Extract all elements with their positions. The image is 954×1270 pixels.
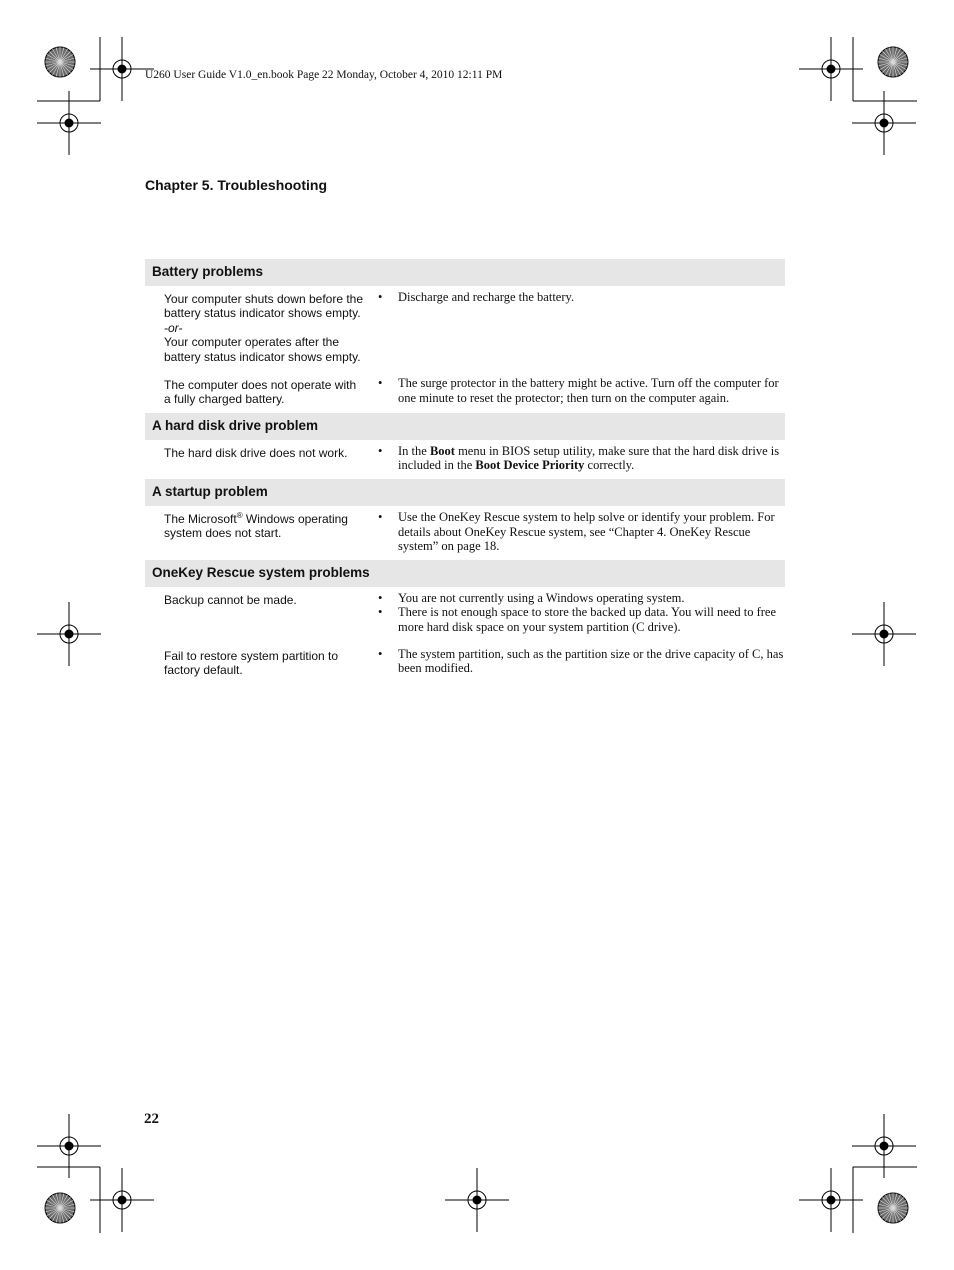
problem-text: Fail to restore system partition to factory default. <box>164 648 339 677</box>
registration-dot <box>118 1196 126 1204</box>
registration-dot <box>880 119 888 127</box>
solution-cell <box>364 591 785 635</box>
registration-dot <box>118 65 126 73</box>
troubleshooting-table <box>145 259 785 683</box>
section-battery-problems <box>145 259 785 407</box>
registration-dot <box>827 1196 835 1204</box>
solution-text-part: In the <box>398 443 430 458</box>
solution-text: The surge protector in the battery might be active. Turn off the computer for one minute to reset the protector; then turn on the computer again. <box>398 376 779 405</box>
page-number: 22 <box>144 1111 159 1127</box>
solution-cell <box>364 290 785 364</box>
problem-text: Backup cannot be made. <box>164 592 297 607</box>
solution-text: Discharge and recharge the battery. <box>398 290 575 304</box>
section-hard-disk-problem <box>145 413 785 473</box>
or-separator: -or- <box>164 320 183 335</box>
problem-text-part: The Microsoft <box>164 512 237 527</box>
book-header-line: U260 User Guide V1.0_en.book Page 22 Monday, October 4, 2010 12:11 PM <box>145 69 503 81</box>
solution-bullet <box>378 510 785 554</box>
registration-dot <box>880 630 888 638</box>
solution-bullet <box>378 290 785 305</box>
registration-dot <box>827 65 835 73</box>
bullet-glyph: • <box>378 443 383 458</box>
section-onekey-rescue-problems <box>145 560 785 678</box>
bullet-glyph: • <box>378 590 383 605</box>
table-row <box>145 647 785 678</box>
bullet-glyph: • <box>378 605 383 620</box>
solution-text: The system partition, such as the partition size or the drive capacity of C, has been modified. <box>398 646 784 676</box>
problem-text: The hard disk drive does not work. <box>164 445 348 460</box>
registration-dot <box>473 1196 481 1204</box>
solution-text-part: menu in BIOS setup utility, make sure that the hard disk drive is included in the <box>398 443 780 473</box>
solution-cell <box>364 444 785 473</box>
registration-dot <box>65 1142 73 1150</box>
section-heading: A startup problem <box>145 479 785 506</box>
solution-text: Use the OneKey Rescue system to help solve or identify your problem. For details about OneKey Rescue system, see “Chapter 4. OneKey Rescue system” on page 18. <box>398 510 775 554</box>
solution-bullet <box>378 376 785 405</box>
problem-text: Your computer operates after the battery status indicator shows empty. <box>164 335 361 364</box>
table-row <box>145 376 785 407</box>
bullet-glyph: • <box>378 376 383 391</box>
registration-dot <box>65 630 73 638</box>
chapter-title: Chapter 5. Troubleshooting <box>145 177 328 193</box>
registered-mark: ® <box>236 511 243 521</box>
solution-bullet <box>378 591 785 606</box>
section-heading: Battery problems <box>145 259 785 286</box>
section-startup-problem <box>145 479 785 554</box>
solution-text: You are not currently using a Windows operating system. <box>398 590 685 605</box>
problem-text: Your computer shuts down before the battery status indicator shows empty. <box>164 292 364 321</box>
problem-text-part: Windows operating system does not start. <box>164 512 348 541</box>
bullet-glyph: • <box>378 646 383 661</box>
problem-cell <box>145 510 364 554</box>
boot-device-priority-term: Boot Device Priority <box>475 458 585 473</box>
table-row <box>145 591 785 635</box>
section-heading: OneKey Rescue system problems <box>145 560 785 587</box>
table-row <box>145 290 785 364</box>
problem-cell <box>145 290 364 364</box>
solution-text: There is not enough space to store the backed up data. You will need to free more hard disk space on your system partition (C drive). <box>398 605 777 634</box>
solution-cell <box>364 376 785 407</box>
bullet-glyph: • <box>378 290 383 304</box>
registration-dot <box>880 1142 888 1150</box>
table-row <box>145 510 785 554</box>
boot-menu-term: Boot <box>429 443 455 458</box>
solution-cell <box>364 510 785 554</box>
problem-text: The computer does not operate with a fully charged battery. <box>164 378 357 407</box>
registration-dot <box>65 119 73 127</box>
solution-text <box>398 444 785 473</box>
solution-bullet <box>378 605 785 634</box>
solution-bullet <box>378 444 785 473</box>
solution-cell <box>364 647 785 678</box>
solution-text-part: correctly. <box>584 458 635 473</box>
bullet-glyph: • <box>378 510 383 525</box>
section-heading: A hard disk drive problem <box>145 413 785 440</box>
table-row <box>145 444 785 473</box>
solution-bullet <box>378 647 785 676</box>
